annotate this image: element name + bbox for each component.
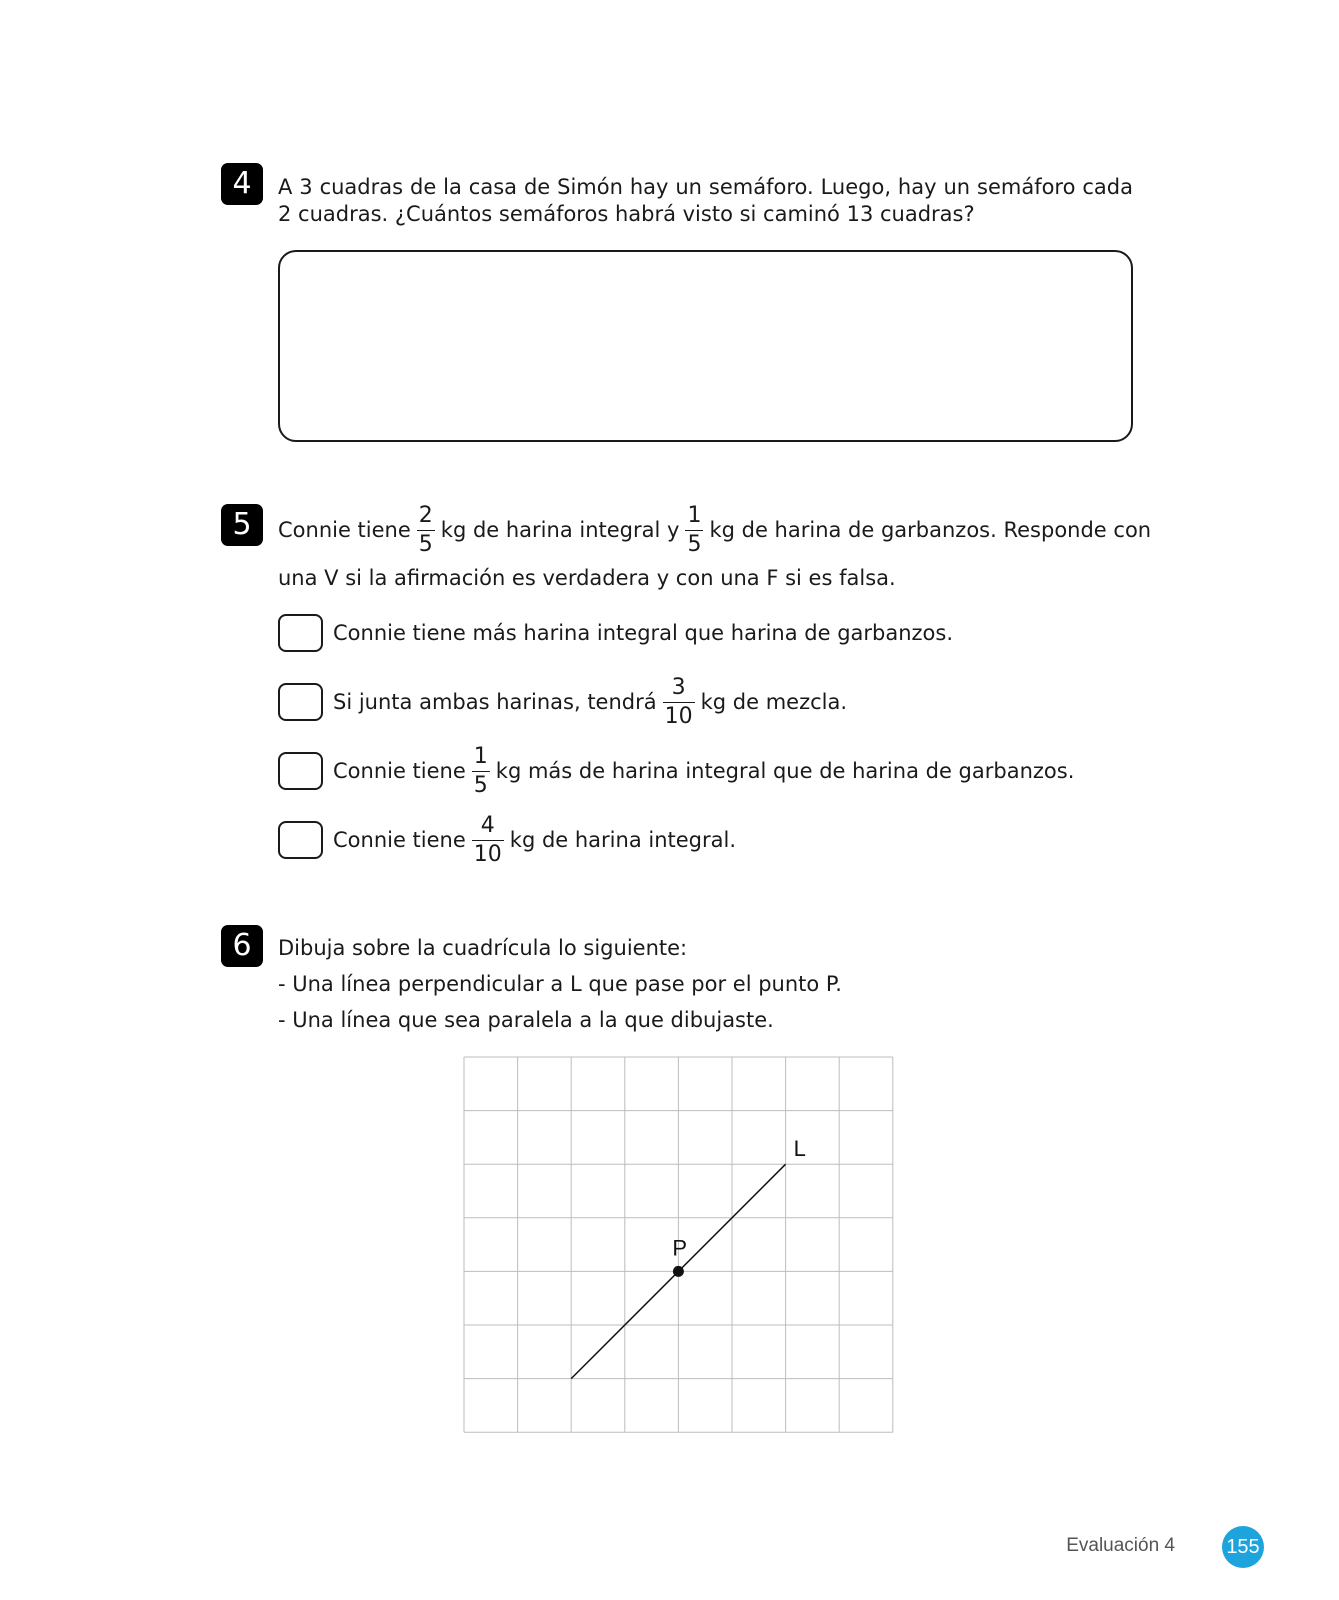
question-6-line-3: - Una línea que sea paralela a la que dibujaste.	[278, 1008, 774, 1032]
question-6-number: 6	[221, 925, 263, 967]
question-5-intro-line-2: una V si la afirmación es verdadera y con una F si es falsa.	[278, 566, 896, 590]
question-5-number: 5	[221, 504, 263, 546]
fraction-numerator: 4	[472, 815, 504, 841]
point-p	[673, 1266, 684, 1277]
fraction-denominator: 5	[687, 531, 702, 557]
fraction-numerator: 3	[663, 677, 695, 703]
question-6-line-1: Dibuja sobre la cuadrícula lo siguiente:	[278, 936, 688, 960]
statement-3-text-b: kg más de harina integral que de harina de garbanzos.	[495, 759, 1075, 783]
question-4-number: 4	[221, 163, 263, 205]
fraction-numerator: 2	[417, 505, 435, 531]
statement-2-text-a: Si junta ambas harinas, tendrá	[333, 690, 657, 714]
statement-4-text-b: kg de harina integral.	[509, 828, 737, 852]
line-l-label: L	[793, 1136, 806, 1162]
fraction-denominator: 5	[418, 531, 433, 557]
fraction-denominator: 10	[473, 841, 502, 867]
statement-3-text-a: Connie tiene	[333, 759, 466, 783]
statement-2-text-b: kg de mezcla.	[700, 690, 848, 714]
page-number-badge: 155	[1222, 1526, 1264, 1568]
question-5-intro-part-b: kg de harina integral y	[440, 517, 680, 542]
statement-1-text: Connie tiene más harina integral que harina de garbanzos.	[333, 621, 954, 645]
fraction-numerator: 1	[685, 505, 703, 531]
footer-evaluation-label: Evaluación 4	[1066, 1535, 1175, 1556]
statement-4-text-a: Connie tiene	[333, 828, 466, 852]
question-4-text: A 3 cuadras de la casa de Simón hay un semáforo. Luego, hay un semáforo cada 2 cuadras. ¿Cuántos semáforos habrá visto si caminó 13 cuadras?	[278, 175, 1133, 226]
fraction-denominator: 5	[473, 772, 488, 798]
point-p-label: P	[672, 1235, 688, 1261]
fraction-denominator: 10	[664, 703, 693, 729]
question-5-intro-part-c: kg de harina de garbanzos. Responde con	[709, 517, 1152, 542]
fraction-numerator: 1	[472, 746, 490, 772]
question-6-line-2: - Una línea perpendicular a L que pase por el punto P.	[278, 972, 842, 996]
question-5-intro-part-a: Connie tiene	[278, 517, 411, 542]
